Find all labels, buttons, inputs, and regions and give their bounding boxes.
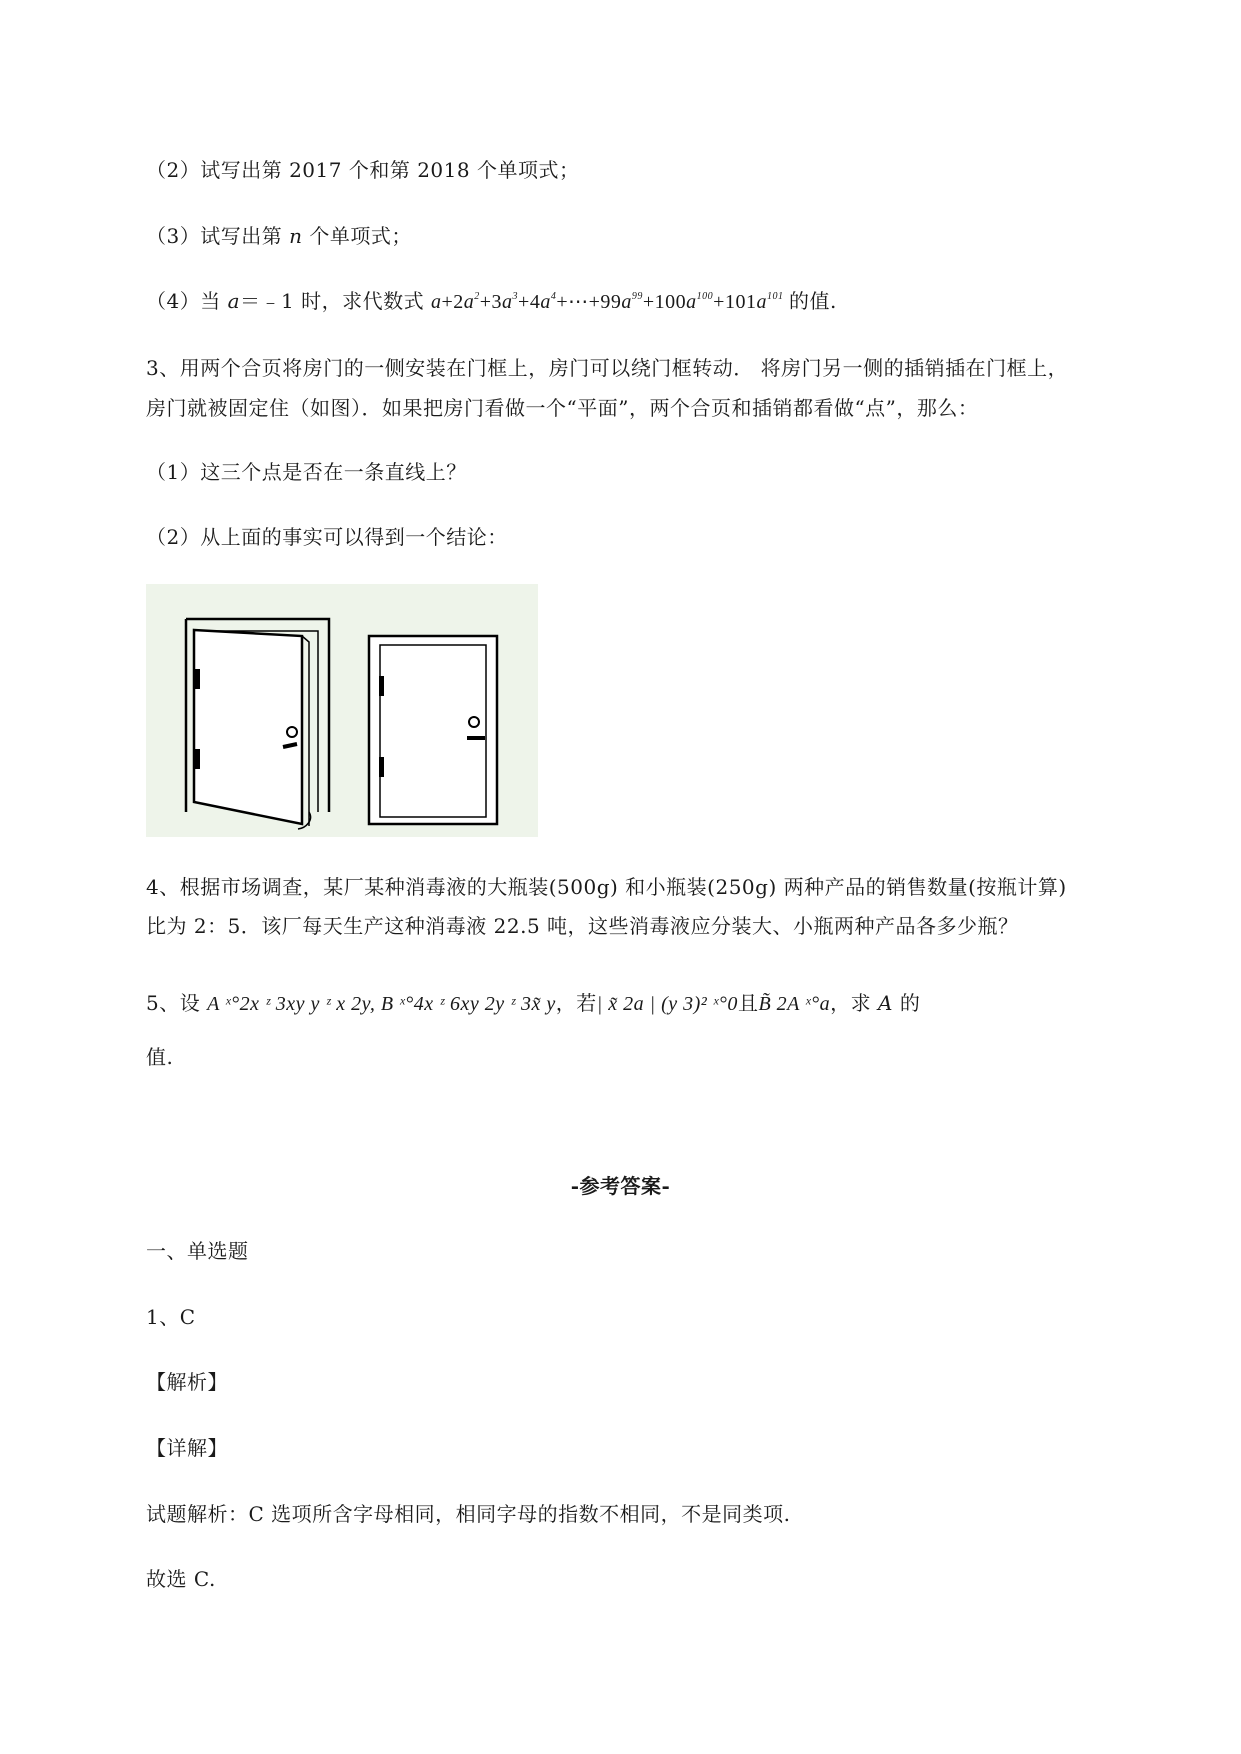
expr-term: $+101a^{101}$	[713, 291, 784, 313]
p5-and: 且	[737, 991, 759, 1015]
answer-conclusion: 故选 C.	[146, 1567, 216, 1591]
p5-garbled-condition: | x̃ 2a | (y 3)² ˣ°0	[596, 993, 738, 1015]
expr-term: $+4a^4$	[518, 291, 557, 313]
open-door	[186, 619, 329, 829]
p5-variable-A: A	[878, 991, 893, 1015]
expr-term: $+\cdots+99a^{99}$	[556, 291, 643, 313]
problem5-line1	[146, 989, 920, 1018]
answer-analysis-label: 【解析】	[146, 1370, 228, 1394]
door-figure	[146, 584, 538, 837]
p5-garbled-condition2: B̃ 2A ˣ°a	[758, 993, 831, 1015]
answers-title: -参考答案-	[570, 1174, 671, 1198]
expr-term: $+2a^2$	[441, 291, 480, 313]
expr-term: $+3a^3$	[479, 291, 519, 313]
question-4	[146, 287, 837, 316]
question-2: （2）试写出第 2017 个和第 2018 个单项式；	[146, 158, 580, 182]
q3-post: 个单项式；	[302, 224, 412, 248]
p5-prefix: 5、设	[146, 991, 208, 1015]
answers-section: 一、单选题	[146, 1239, 249, 1263]
answer-item-1: 1、C	[146, 1305, 196, 1329]
q4-post: 的值.	[788, 289, 837, 313]
q4-variable-a: a	[227, 289, 241, 313]
p5-suffix2: 的	[892, 991, 921, 1015]
problem4-line2: 比为 2：5．该厂每天生产这种消毒液 22.5 吨，这些消毒液应分装大、小瓶两种产品各多少瓶？	[146, 914, 1019, 938]
problem3-sub1: （1）这三个点是否在一条直线上？	[146, 460, 467, 484]
q4-pre: （4）当	[146, 289, 228, 313]
door-illustration	[146, 584, 538, 837]
q4-expression	[431, 291, 789, 313]
q4-mid: ＝﹣1 时，求代数式	[240, 289, 431, 313]
answer-explanation: 试题解析：C 选项所含字母相同，相同字母的指数不相同，不是同类项.	[146, 1502, 791, 1526]
problem3-line2: 房门就被固定住（如图）．如果把房门看做一个“平面”，两个合页和插销都看做“点”，那么：	[146, 396, 979, 420]
p5-suffix: ，求	[830, 991, 879, 1015]
answer-detail-label: 【详解】	[146, 1436, 228, 1460]
question-3	[146, 222, 412, 250]
problem4-line1: 4、根据市场调查，某厂某种消毒液的大瓶装(500g) 和小瓶装(250g) 两种产品的销售数量(按瓶计算)	[146, 875, 1067, 899]
problem3-sub2: （2）从上面的事实可以得到一个结论：	[146, 525, 508, 549]
q3-pre: （3）试写出第	[146, 224, 290, 248]
p5-garbled-expression: A ˣ°2x ᶻ 3xy y ᶻ x 2y, B ˣ°4x ᶻ 6xy 2y ᶻ 3x̃ y	[207, 993, 556, 1015]
p5-mid: ，若	[555, 991, 597, 1015]
problem3-line1: 3、用两个合页将房门的一侧安装在门框上，房门可以绕门框转动． 将房门另一侧的插销插在门框上，	[146, 356, 1069, 380]
closed-door	[369, 636, 497, 824]
q3-variable-n: n	[289, 224, 303, 248]
problem5-line2: 值.	[146, 1045, 174, 1069]
expr-term: $+100a^{100}$	[642, 291, 714, 313]
expr-term: a	[430, 291, 442, 313]
